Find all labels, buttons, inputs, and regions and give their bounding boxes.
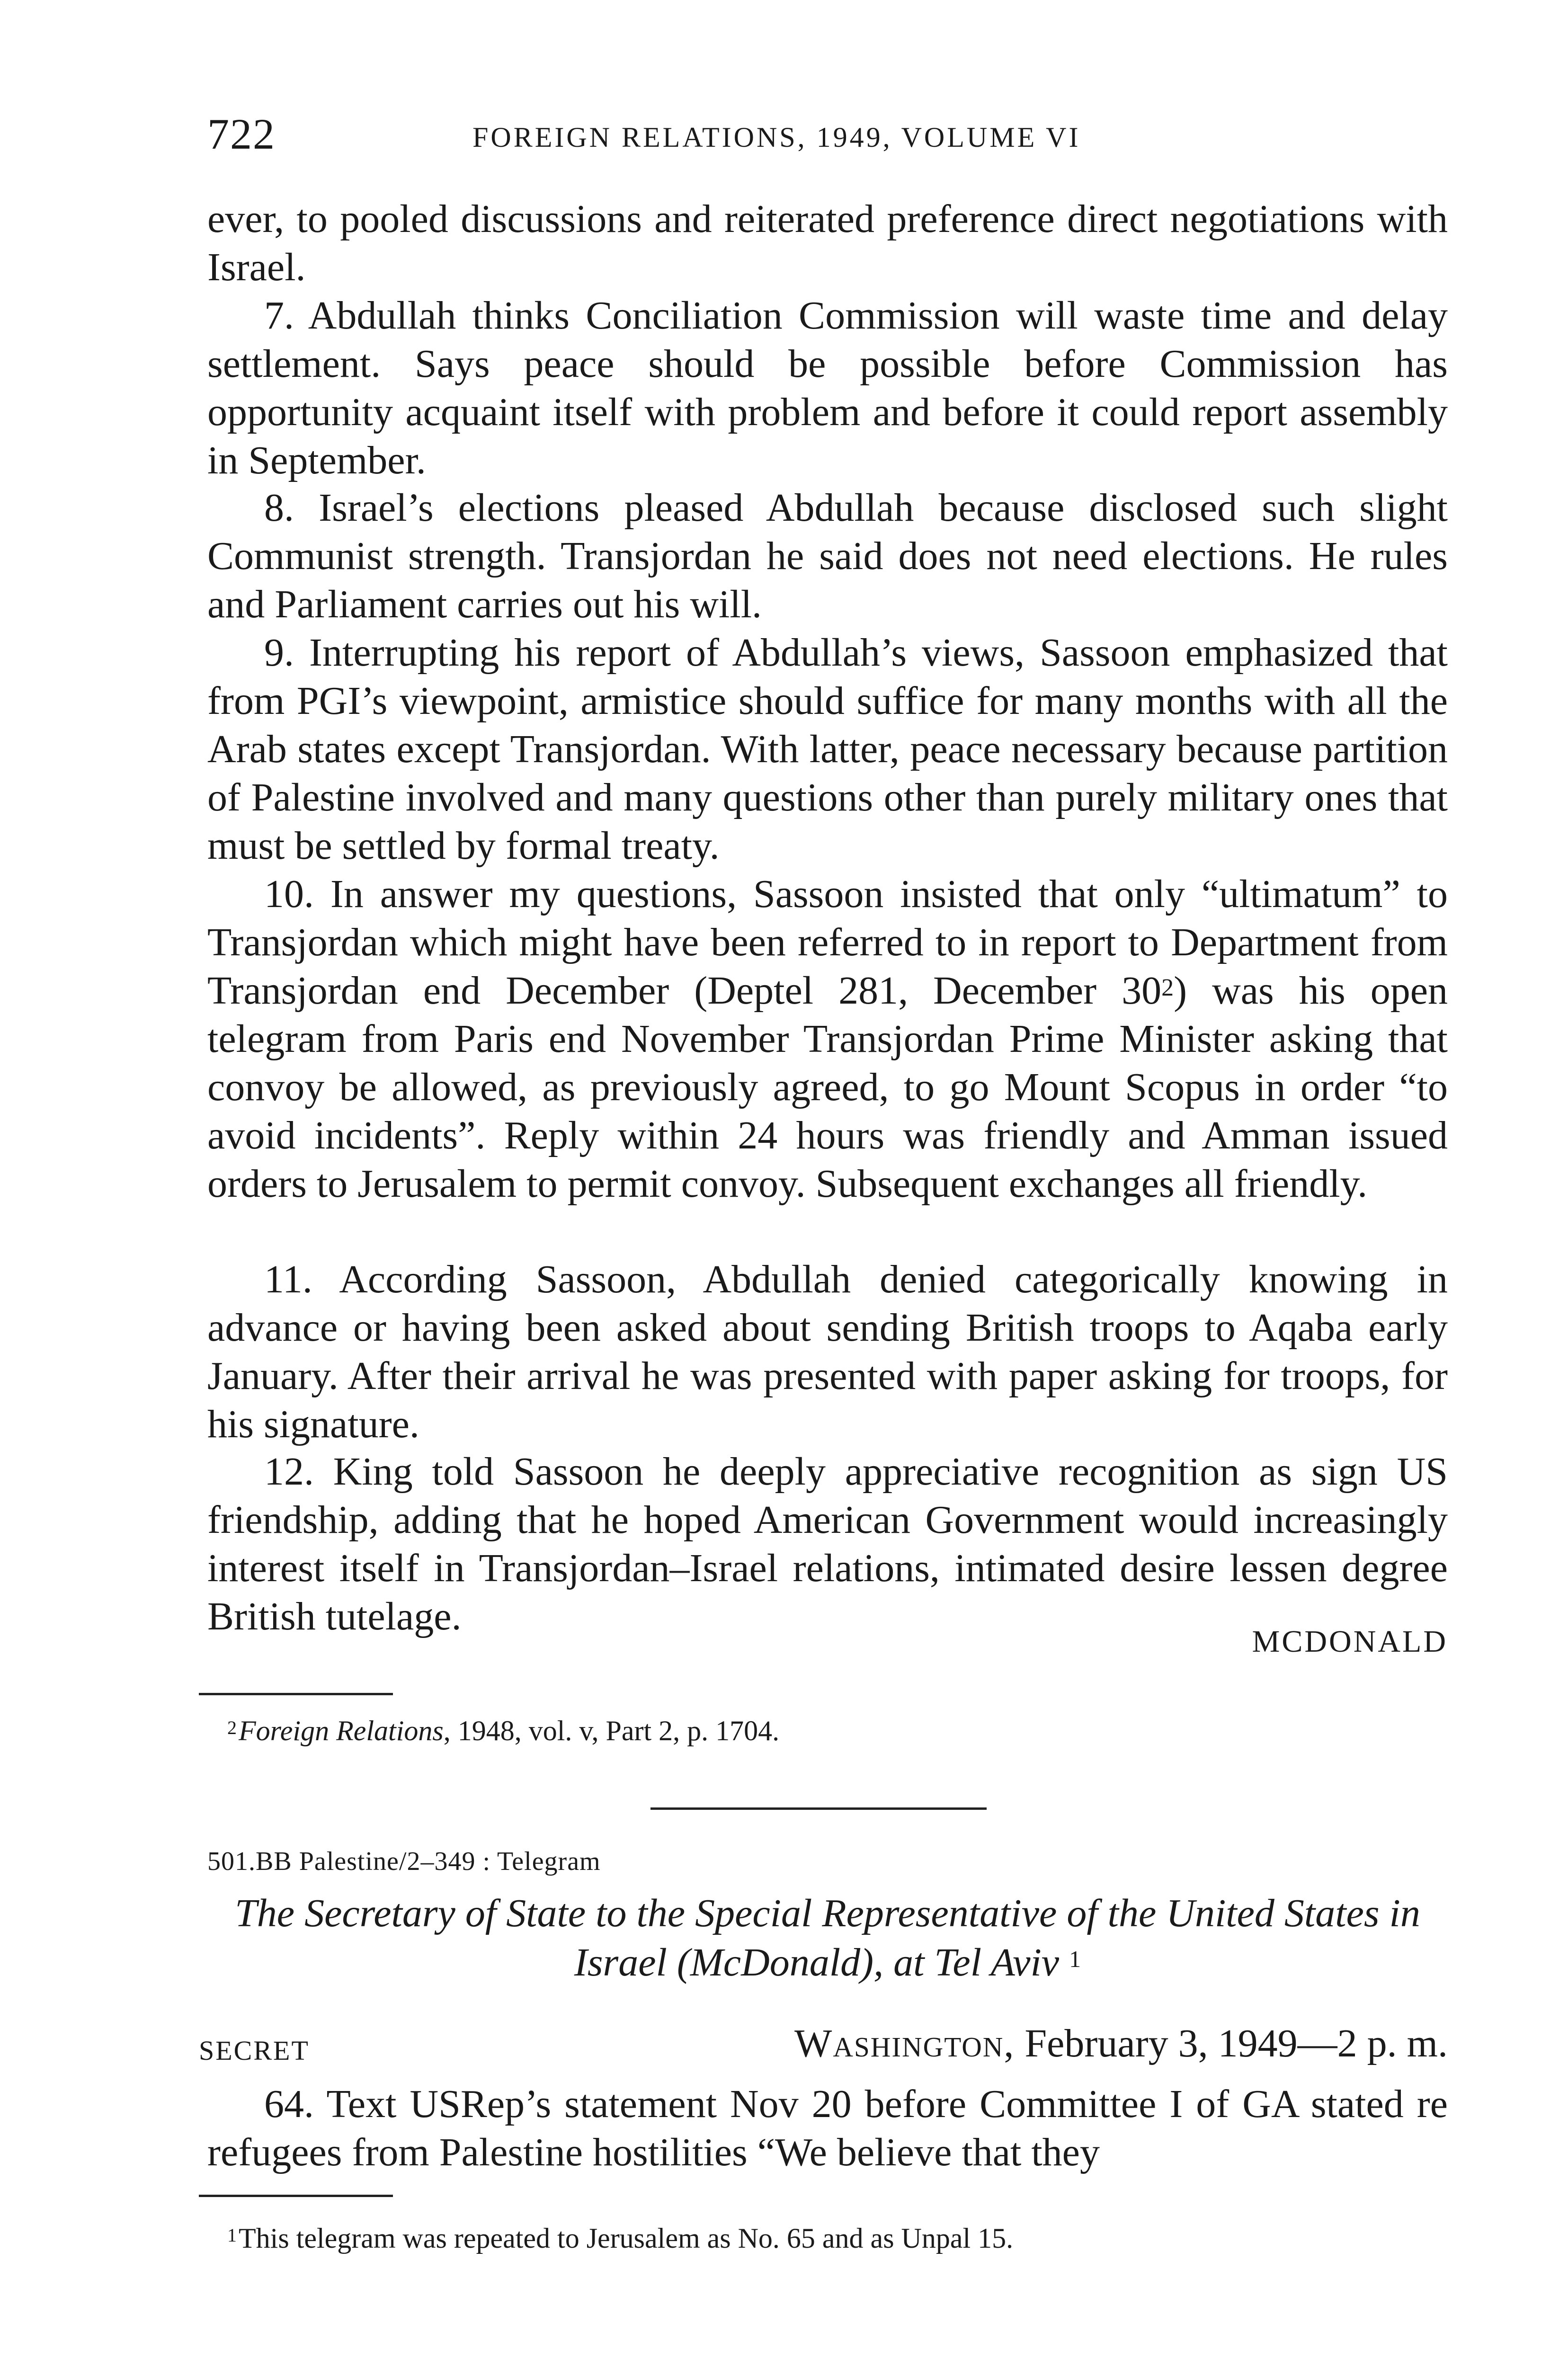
footnote-2 <box>227 2220 1013 2256</box>
headline-text: The Secretary of State to the Special Representative of the United States in Israel (McDonald), at Tel Aviv <box>235 1891 1420 1984</box>
section-divider <box>650 1807 987 1810</box>
paragraph-10-part-b: ) was his open telegram from Paris end November Transjordan Prime Minister asking that convoy be allowed, as previously agreed, to go Mount Scopus in order “to avoid incidents”. Reply within 24 hours was friendly and Amman issued orders to Jerusalem to permit convoy. Subsequent exchanges all friendly. <box>207 969 1448 1206</box>
classification-label: SECRET <box>199 2035 310 2066</box>
paragraph-7: 7. Abdullah thinks Conciliation Commission will waste time and delay settlement. Says peace should be possible before Commission has opportunity acquaint itself with problem and before it could report assembly in September. <box>207 294 1448 482</box>
running-header <box>207 109 1448 166</box>
footnote-reference: 2 <box>1161 974 1174 1001</box>
footnote-text: , 1948, vol. v, Part 2, p. 1704. <box>443 1715 780 1746</box>
footnote-title: Foreign Relations <box>239 1715 444 1746</box>
paragraph-10-part-a: 10. In answer my questions, Sassoon insisted that only “ultimatum” to Transjordan which might have been referred to in report to Department from Transjordan end December (Deptel 281, December 30 <box>207 872 1448 1013</box>
footnote-2-mark: 1 <box>227 2225 237 2246</box>
footnote <box>227 1713 779 1749</box>
paragraph-12: 12. King told Sassoon he deeply appreciative recognition as sign US friendship, adding that he hoped American Government would increasingly interest itself in Transjordan–Israel relations, intimated desire lessen degree British tutelage. <box>207 1450 1448 1638</box>
headline-footnote-reference: 1 <box>1069 1946 1081 1972</box>
footnote-2-text: This telegram was repeated to Jerusalem as No. 65 and as Unpal 15. <box>239 2223 1014 2254</box>
paragraph-64: 64. Text USRep’s statement Nov 20 before Committee I of GA stated re refugees from Palestine hostilities “We believe that they <box>207 2082 1448 2174</box>
page-number: 722 <box>207 110 276 158</box>
paragraph-11: 11. According Sassoon, Abdullah denied categorically knowing in advance or having been asked about sending British troops to Aqaba early January. After their arrival he was presented with paper asking for troops, for his signature. <box>207 1257 1448 1446</box>
running-title: FOREIGN RELATIONS, 1949, VOLUME VI <box>472 122 1081 153</box>
paragraph-9: 9. Interrupting his report of Abdullah’s views, Sassoon emphasized that from PGI’s viewpoint, armistice should suffice for many months with all the Arab states except Transjordan. With latter, peace necessary because partition of Palestine involved and many questions other than purely military ones that must be settled by formal treaty. <box>207 631 1448 868</box>
file-reference: 501.BB Palestine/2–349 : Telegram <box>207 1847 601 1876</box>
signature: MCDONALD <box>1252 1624 1448 1659</box>
dateline-date: February 3, 1949—2 p. m. <box>1015 2021 1448 2065</box>
paragraph-10 <box>207 870 1448 1208</box>
footnote-rule <box>199 1693 393 1695</box>
dateline-city: Washington, <box>794 2021 1015 2065</box>
footnote-rule-2 <box>199 2195 393 2197</box>
document-headline <box>207 1889 1448 1987</box>
paragraph-8: 8. Israel’s elections pleased Abdullah because disclosed such slight Communist strength. Transjordan he said does not need elections. He rules and Parliament carries out his will. <box>207 486 1448 626</box>
dateline <box>794 2020 1448 2066</box>
footnote-mark: 2 <box>227 1717 237 1738</box>
paragraph-continuation: ever, to pooled discussions and reiterated preference direct negotiations with Israel. <box>207 197 1448 289</box>
